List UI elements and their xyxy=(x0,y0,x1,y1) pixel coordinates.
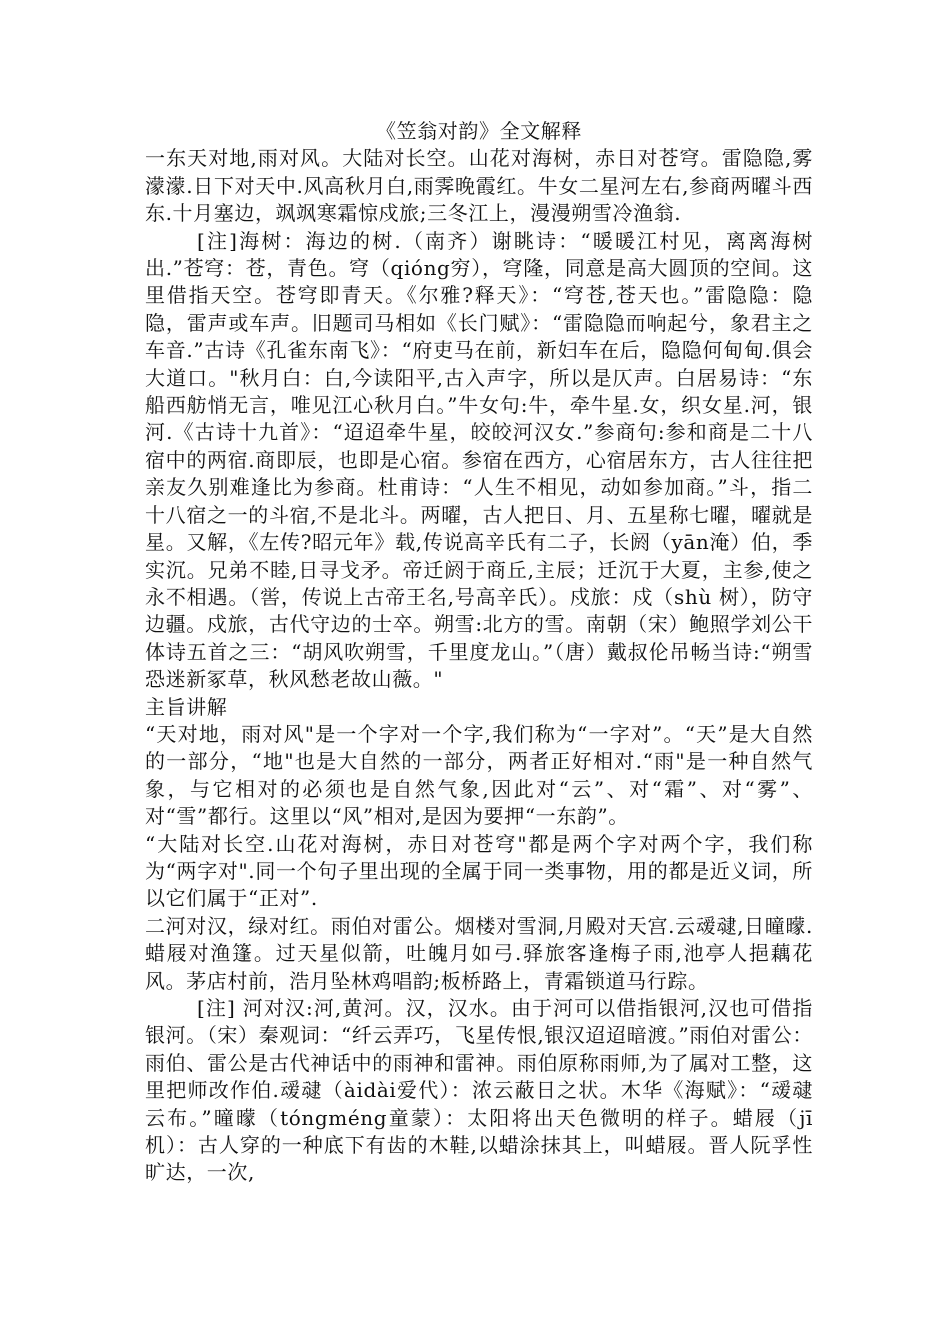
document-title: 《笠翁对韵》全文解释 xyxy=(376,119,582,143)
paragraph: [注] 河对汉:河,黄河。汉，汉水。由于河可以借指银河,汉也可借指银河。（宋）秦观词：“纤云弄巧，飞星传恨,银汉迢迢暗渡。”雨伯对雷公：雨伯、雷公是古代神话中的雨神和雷神。雨伯原称雨师,为了属对工整，这里把师改作伯.叆叇（àidài爱代）：浓云蔽日之状。木华《海赋》：“叆叇云布。”曈曚（tóngméng童蒙）：太阳将出天色微明的样子。蜡屐（jī 机）：古人穿的一种底下有齿的木鞋,以蜡涂抹其上，叫蜡屐。晋人阮孚性旷达，一次, xyxy=(145,996,813,1185)
paragraph: 主旨讲解 xyxy=(145,694,228,719)
document-page xyxy=(145,118,813,1187)
document-body xyxy=(145,145,813,1186)
paragraph: 二河对汉，绿对红。雨伯对雷公。烟楼对雪洞,月殿对天宫.云叆叇,日曈曚.蜡屐对渔篷。过天星似箭，吐魄月如弓.驿旅客逢梅子雨,池亭人挹藕花风。茅店村前，浩月坠林鸡唱韵;板桥路上，青霜锁道马行踪。 xyxy=(145,913,813,993)
paragraph: 一东天对地,雨对风。大陆对长空。山花对海树，赤日对苍穹。雷隐隐,雾濛濛.日下对天中.风高秋月白,雨霁晚霞红。牛女二星河左右,参商两曜斗西东.十月塞边，飒飒寒霜惊戍旅;三冬江上，漫漫朔雪冷渔翁. xyxy=(145,146,813,226)
paragraph: “天对地，雨对风"是一个字对一个字,我们称为“一字对”。“天”是大自然的一部分，“地"也是大自然的一部分，两者正好相对.“雨"是一种自然气象，与它相对的必须也是自然气象,因此对“云”、对“霜”、对“雾”、对“雪”都行。这里以“风”相对,是因为要押“一东韵”。 xyxy=(145,721,813,829)
paragraph: [注]海树：海边的树.（南齐）谢眺诗：“暖暖江村见，离离海树出.”苍穹：苍，青色。穹（qióng穷），穹隆，同意是高大圆顶的空间。这里借指天空。苍穹即青天。《尔雅?释天》：“穹苍,苍天也。”雷隐隐：隐隐，雷声或车声。旧题司马相如《长门赋》：“雷隐隐而响起兮，象君主之车音.”古诗《孔雀东南飞》：“府吏马在前，新妇车在后，隐隐何甸甸.俱会大道口。"秋月白：白,今读阳平,古入声字，所以是仄声。白居易诗：“东船西舫悄无言，唯见江心秋月白。”牛女句:牛，牵牛星.女，织女星.河，银河.《古诗十九首》：“迢迢牵牛星，皎皎河汉女.”参商句:参和商是二十八宿中的两宿.商即辰，也即是心宿。参宿在西方，心宿居东方，古人往往把亲友久别难逢比为参商。杜甫诗：“人生不相见，动如参加商。”斗，指二十八宿之一的斗宿,不是北斗。两曜，古人把日、月、五星称七曜，曜就是星。又解，《左传?昭元年》载,传说高辛氏有二子，长阏（yān淹）伯，季实沉。兄弟不睦,日寻戈矛。帝迁阏于商丘,主辰；迁沉于大夏，主参,使之永不相遇。（喾，传说上古帝王名,号高辛氏）。戍旅：戍（shù 树），防守边疆。戍旅，古代守边的士卒。朔雪:北方的雪。南朝（宋）鲍照学刘公干体诗五首之三：“胡风吹朔雪，千里度龙山。”（唐）戴叔伦吊畅当诗:“朔雪恐迷新冢草，秋风愁老故山薇。" xyxy=(145,228,813,692)
paragraph: “大陆对长空.山花对海树，赤日对苍穹"都是两个字对两个字，我们称为“两字对".同一个句子里出现的全属于同一类事物，用的都是近义词，所以它们属于“正对”. xyxy=(145,831,813,911)
